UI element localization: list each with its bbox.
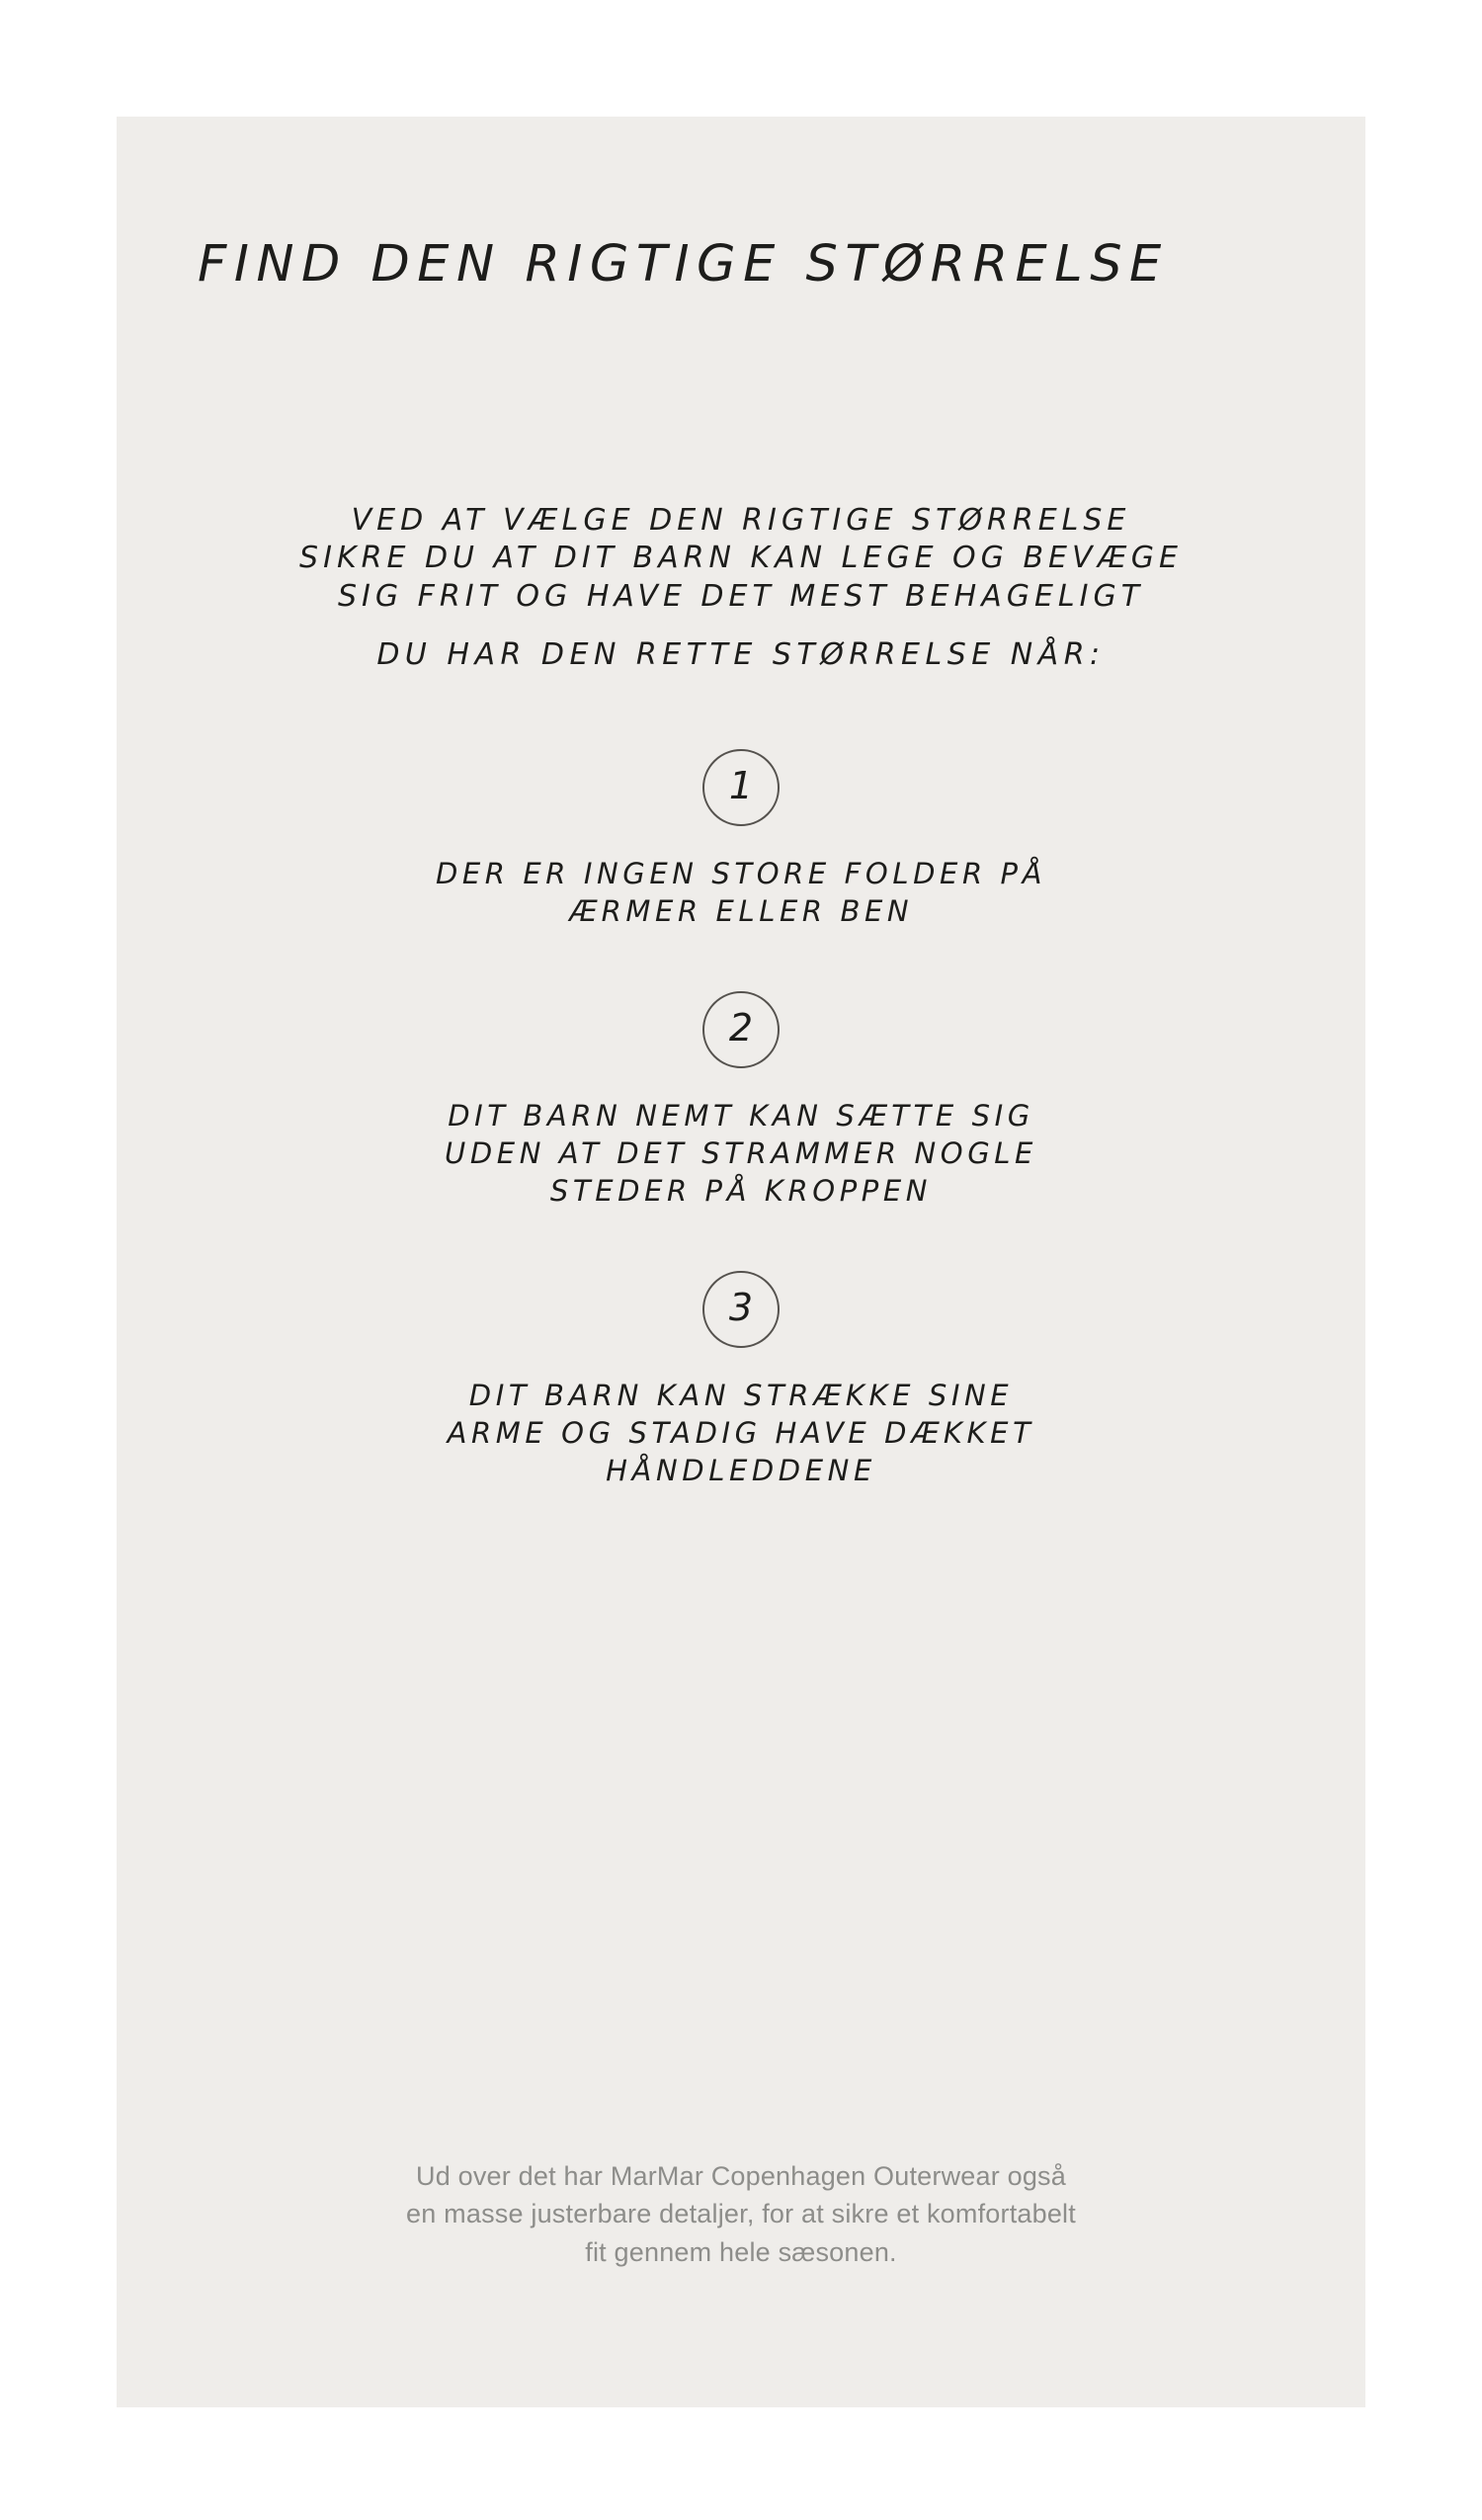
step-number-1: 1 bbox=[728, 764, 754, 807]
intro-line-3: SIG FRIT OG HAVE DET MEST BEHAGELIGT bbox=[337, 578, 1145, 614]
step-3-line-2: ARME OG STADIG HAVE DÆKKET bbox=[447, 1416, 1035, 1451]
steps-list bbox=[117, 749, 1365, 1552]
subquestion-heading: DU HAR DEN RETTE STØRRELSE NÅR: bbox=[376, 637, 1106, 672]
step-2-line-1: DIT BARN NEMT KAN SÆTTE SIG bbox=[448, 1099, 1034, 1134]
step-text-3 bbox=[117, 1378, 1365, 1489]
step-text-1 bbox=[117, 856, 1365, 930]
page-title: FIND DEN RIGTIGE STØRRELSE bbox=[198, 235, 1169, 294]
intro-line-1: VED AT VÆLGE DEN RIGTIGE STØRRELSE bbox=[351, 503, 1131, 538]
footnote-line-1: Ud over det har MarMar Copenhagen Outerwear også bbox=[416, 2161, 1066, 2191]
intro-line-2: SIKRE DU AT DIT BARN KAN LEGE OG BEVÆGE bbox=[299, 541, 1183, 576]
footnote-line-2: en masse justerbare detaljer, for at sikre et komfortabelt bbox=[406, 2199, 1076, 2229]
step-item bbox=[117, 991, 1365, 1210]
step-2-line-3: STEDER PÅ KROPPEN bbox=[549, 1173, 933, 1208]
step-3-line-3: HÅNDLEDDENE bbox=[606, 1453, 876, 1487]
content-card bbox=[117, 117, 1365, 2407]
card-inner bbox=[117, 117, 1365, 2407]
footnote-text bbox=[217, 2157, 1265, 2271]
step-number-badge-1 bbox=[702, 749, 780, 826]
step-number-badge-2 bbox=[702, 991, 780, 1068]
step-number-3: 3 bbox=[728, 1286, 754, 1330]
step-3-line-1: DIT BARN KAN STRÆKKE SINE bbox=[468, 1379, 1014, 1413]
intro-paragraph bbox=[117, 502, 1365, 616]
step-item bbox=[117, 1271, 1365, 1489]
step-2-line-2: UDEN AT DET STRAMMER NOGLE bbox=[445, 1136, 1037, 1171]
step-text-2 bbox=[117, 1098, 1365, 1210]
step-number-badge-3 bbox=[702, 1271, 780, 1348]
step-1-line-1: DER ER INGEN STORE FOLDER PÅ bbox=[435, 857, 1047, 890]
footnote-line-3: fit gennem hele sæsonen. bbox=[585, 2236, 897, 2267]
step-1-line-2: ÆRMER ELLER BEN bbox=[568, 893, 914, 928]
step-number-2: 2 bbox=[728, 1006, 754, 1050]
step-item bbox=[117, 749, 1365, 930]
